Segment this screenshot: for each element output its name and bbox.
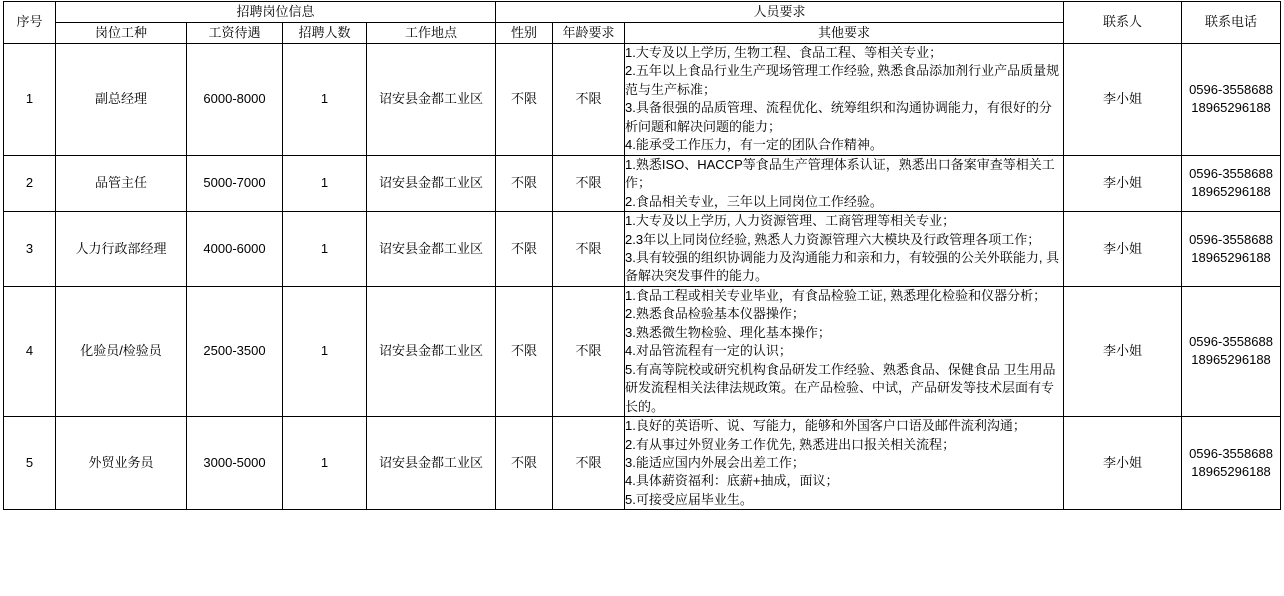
cell-job-title: 化验员/检验员 xyxy=(56,286,187,416)
requirement-line: 4.具体薪资福利：底薪+抽成，面议； xyxy=(625,473,839,489)
cell-place: 诏安县金都工业区 xyxy=(367,286,496,416)
cell-contact-person: 李小姐 xyxy=(1064,417,1182,510)
cell-seq: 2 xyxy=(4,155,56,211)
cell-seq: 4 xyxy=(4,286,56,416)
table-row xyxy=(4,212,1281,287)
requirement-line: 2.3年以上同岗位经验, 熟悉人力资源管理六大模块及行政管理各项工作； xyxy=(625,231,1041,247)
header-salary: 工资待遇 xyxy=(187,23,283,44)
requirement-line: 3.能适应国内外展会出差工作； xyxy=(625,454,805,470)
requirement-line: 1.熟悉ISO、HACCP等食品生产管理体系认证，熟悉出口备案审查等相关工作； xyxy=(625,156,1055,191)
table-row xyxy=(4,286,1281,416)
requirement-line: 2.有从事过外贸业务工作优先, 熟悉进出口报关相关流程； xyxy=(625,436,956,452)
cell-count: 1 xyxy=(283,286,367,416)
phone-line: 18965296188 xyxy=(1191,464,1271,480)
cell-contact-phone xyxy=(1182,417,1281,510)
phone-line: 0596-3558688 xyxy=(1189,165,1273,181)
cell-other-requirements xyxy=(625,212,1064,287)
cell-gender: 不限 xyxy=(496,212,553,287)
phone-line: 18965296188 xyxy=(1191,352,1271,368)
header-gender: 性别 xyxy=(496,23,553,44)
phone-line: 18965296188 xyxy=(1191,184,1271,200)
requirement-line: 1.大专及以上学历, 生物工程、食品工程、等相关专业； xyxy=(625,45,943,60)
cell-age: 不限 xyxy=(553,286,625,416)
table-row xyxy=(4,44,1281,156)
requirement-line: 2.食品相关专业，三年以上同岗位工作经验。 xyxy=(625,193,883,209)
cell-contact-phone xyxy=(1182,212,1281,287)
table-row xyxy=(4,155,1281,211)
requirement-line: 4.能承受工作压力，有一定的团队合作精神。 xyxy=(625,137,883,153)
cell-contact-person: 李小姐 xyxy=(1064,212,1182,287)
cell-salary: 4000-6000 xyxy=(187,212,283,287)
cell-job-title: 副总经理 xyxy=(56,44,187,156)
table-row xyxy=(4,417,1281,510)
cell-gender: 不限 xyxy=(496,44,553,156)
cell-age: 不限 xyxy=(553,212,625,287)
header-count: 招聘人数 xyxy=(283,23,367,44)
requirement-line: 3.具备很强的品质管理、流程优化、统筹组织和沟通协调能力，有很好的分析问题和解决问题的能力； xyxy=(625,100,1052,134)
cell-count: 1 xyxy=(283,155,367,211)
cell-count: 1 xyxy=(283,212,367,287)
cell-salary: 6000-8000 xyxy=(187,44,283,156)
cell-gender: 不限 xyxy=(496,417,553,510)
phone-line: 18965296188 xyxy=(1191,100,1271,116)
phone-line: 18965296188 xyxy=(1191,249,1271,265)
header-seq: 序号 xyxy=(4,2,56,44)
cell-contact-phone xyxy=(1182,155,1281,211)
cell-place: 诏安县金都工业区 xyxy=(367,212,496,287)
header-job-title: 岗位工种 xyxy=(56,23,187,44)
requirement-line: 1.良好的英语听、说、写能力，能够和外国客户口语及邮件流利沟通； xyxy=(625,418,1026,434)
cell-place: 诏安县金都工业区 xyxy=(367,417,496,510)
cell-gender: 不限 xyxy=(496,286,553,416)
cell-seq: 1 xyxy=(4,44,56,156)
requirement-line: 3.具有较强的组织协调能力及沟通能力和亲和力，有较强的公关外联能力, 具备解决突发事件的能力。 xyxy=(625,249,1060,284)
cell-contact-phone xyxy=(1182,286,1281,416)
cell-other-requirements xyxy=(625,44,1064,156)
cell-gender: 不限 xyxy=(496,155,553,211)
header-contact: 联系人 xyxy=(1064,2,1182,44)
requirement-line: 4.对品管流程有一定的认识； xyxy=(625,343,792,359)
cell-other-requirements xyxy=(625,155,1064,211)
cell-other-requirements xyxy=(625,286,1064,416)
phone-line: 0596-3558688 xyxy=(1189,81,1273,97)
header-row-top xyxy=(4,2,1281,23)
cell-count: 1 xyxy=(283,417,367,510)
header-group-person: 人员要求 xyxy=(496,2,1064,23)
cell-job-title: 外贸业务员 xyxy=(56,417,187,510)
requirement-line: 3.熟悉微生物检验、理化基本操作； xyxy=(625,324,831,340)
cell-other-requirements xyxy=(625,417,1064,510)
phone-line: 0596-3558688 xyxy=(1189,231,1273,247)
requirement-line: 5.有高等院校或研究机构食品研发工作经验、熟悉食品、保健食品 卫生用品研发流程相关法律法规政策。在产品检验、中试，产品研发等技术层面有专长的。 xyxy=(625,361,1056,414)
cell-contact-person: 李小姐 xyxy=(1064,286,1182,416)
requirement-line: 2.熟悉食品检验基本仪器操作； xyxy=(625,306,805,322)
cell-job-title: 人力行政部经理 xyxy=(56,212,187,287)
header-age: 年龄要求 xyxy=(553,23,625,44)
cell-salary: 5000-7000 xyxy=(187,155,283,211)
cell-contact-phone xyxy=(1182,44,1281,156)
phone-line: 0596-3558688 xyxy=(1189,445,1273,461)
cell-salary: 2500-3500 xyxy=(187,286,283,416)
cell-age: 不限 xyxy=(553,44,625,156)
cell-contact-person: 李小姐 xyxy=(1064,155,1182,211)
header-phone: 联系电话 xyxy=(1182,2,1281,44)
cell-seq: 3 xyxy=(4,212,56,287)
cell-seq: 5 xyxy=(4,417,56,510)
requirement-line: 2.五年以上食品行业生产现场管理工作经验, 熟悉食品添加剂行业产品质量规范与生产标准； xyxy=(625,63,1060,97)
requirement-line: 5.可接受应届毕业生。 xyxy=(625,491,753,507)
requirement-line: 1.食品工程或相关专业毕业，有食品检验工证, 熟悉理化检验和仪器分析； xyxy=(625,287,1047,303)
cell-place: 诏安县金都工业区 xyxy=(367,44,496,156)
cell-age: 不限 xyxy=(553,417,625,510)
cell-job-title: 品管主任 xyxy=(56,155,187,211)
header-place: 工作地点 xyxy=(367,23,496,44)
header-other: 其他要求 xyxy=(625,23,1064,44)
cell-age: 不限 xyxy=(553,155,625,211)
cell-salary: 3000-5000 xyxy=(187,417,283,510)
table-header xyxy=(4,2,1281,44)
cell-count: 1 xyxy=(283,44,367,156)
requirement-line: 1.大专及以上学历, 人力资源管理、工商管理等相关专业； xyxy=(625,213,956,229)
recruitment-table xyxy=(3,1,1281,510)
header-group-job: 招聘岗位信息 xyxy=(56,2,496,23)
cell-place: 诏安县金都工业区 xyxy=(367,155,496,211)
table-body xyxy=(4,44,1281,510)
cell-contact-person: 李小姐 xyxy=(1064,44,1182,156)
phone-line: 0596-3558688 xyxy=(1189,334,1273,350)
